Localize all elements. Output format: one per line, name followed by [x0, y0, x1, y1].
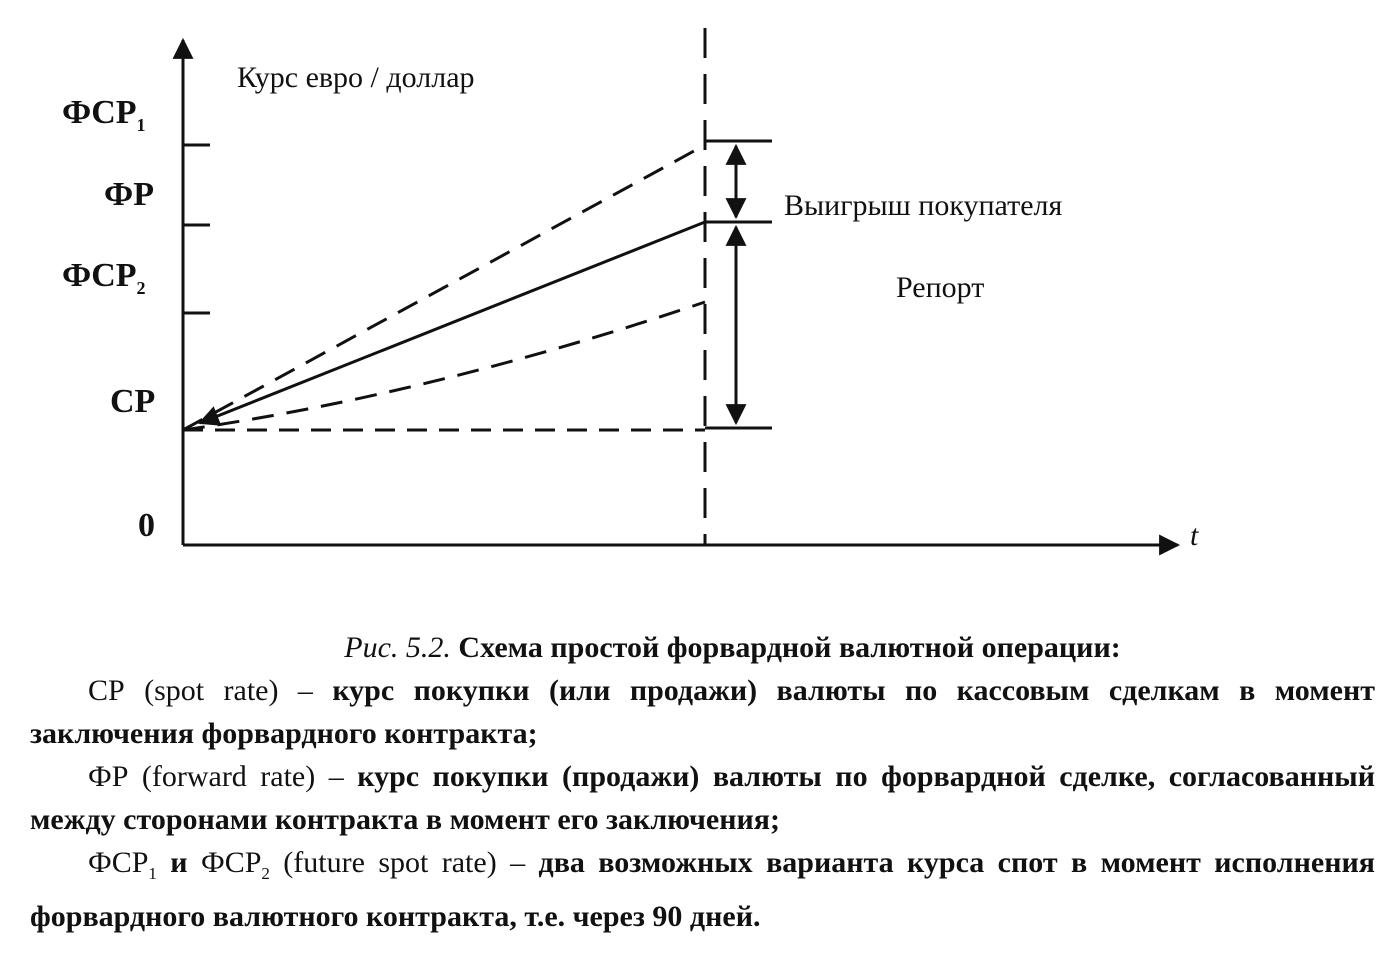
label-fsr2: $ФСР_2$: [62, 257, 146, 298]
fr-term: ФР (forward rate) –: [88, 760, 344, 793]
fsr1-line: [183, 145, 705, 430]
caption-sr: [30, 669, 1375, 755]
fsr-term: $ФСР_1$ и $ФСР_2$ (future spot rate) –: [88, 846, 526, 883]
figure-caption: [30, 626, 1375, 938]
sr-term: СР (spot rate) –: [88, 674, 313, 707]
buyer-gain-label: Выигрыш покупателя: [784, 189, 1063, 222]
figure-number: Рис. 5.2.: [344, 631, 451, 664]
caption-fsr: [30, 841, 1375, 938]
fr-line: [200, 222, 705, 423]
fsr2-curve: [183, 302, 705, 430]
x-axis-label: t: [1190, 519, 1199, 552]
report-label: Репорт: [896, 271, 985, 304]
label-fsr1: $ФСР_1$: [62, 94, 146, 135]
fr-definition: курс покупки (продажи) валюты по форвардной сделке, согласованный между сторонами контракта в момент его заключения;: [30, 760, 1375, 836]
label-origin: 0: [138, 507, 155, 544]
fsr-definition: два возможных варианта курса спот в момент исполнения форвардного валютного контракта, т.е. через 90 дней.: [30, 846, 1375, 933]
label-fr: ФР: [104, 176, 154, 213]
y-axis-title: Курс евро / доллар: [237, 61, 475, 94]
caption-title: [30, 626, 1375, 669]
sr-definition: курс покупки (или продажи) валюты по кассовым сделкам в момент заключения форвардного контракта;: [30, 674, 1376, 750]
caption-heading: Схема простой форвардной валютной операции:: [458, 631, 1121, 664]
caption-fr: [30, 755, 1375, 841]
label-sr: СР: [110, 383, 156, 420]
